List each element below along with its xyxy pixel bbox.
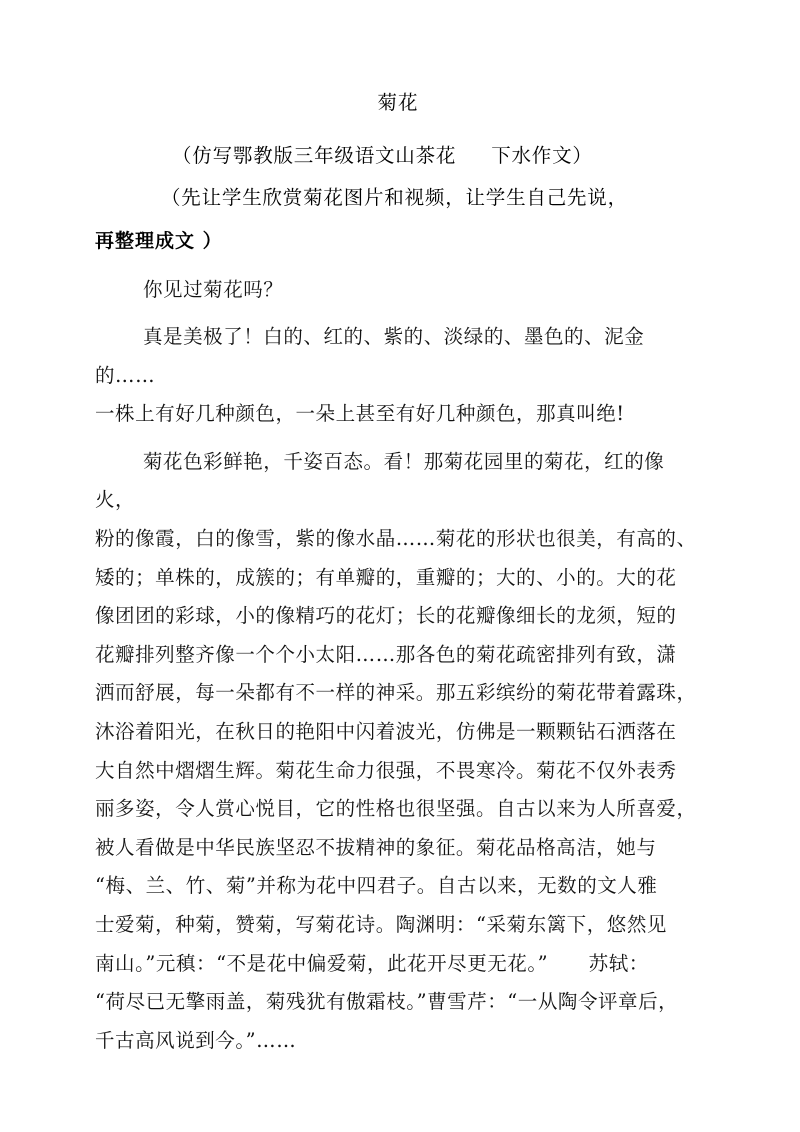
paragraph-line: 沐浴着阳光，在秋日的艳阳中闪着波光，仿佛是一颗颗钻石洒落在 — [95, 720, 677, 744]
subtitle-line-note: （先让学生欣赏菊花图片和视频，让学生自己先说， — [161, 185, 628, 209]
paragraph-spacer — [95, 309, 701, 318]
paragraph-question — [95, 271, 701, 310]
paragraph-line: “梅、兰、竹、菊”并称为花中四君子。自古以来，无数的文人雅 — [95, 874, 658, 898]
paragraph-line: 你见过菊花吗？ — [143, 277, 284, 301]
paragraph-line: 大自然中熠熠生辉。菊花生命力很强，不畏寒冷。菊花不仅外表秀 — [95, 758, 677, 782]
paragraph-colors — [95, 318, 701, 434]
paragraph-line: “荷尽已无擎雨盖，菊残犹有傲霜枝。”曹雪芹：“一从陶令评章后， — [95, 990, 679, 1014]
document-content — [95, 84, 701, 1060]
paragraph-line: 丽多姿，令人赏心悦目，它的性格也很坚强。自古以来为人所喜爱， — [95, 797, 697, 821]
paragraph-main — [95, 443, 701, 1061]
paragraph-line: 矮的；单株的，成簇的；有单瓣的，重瓣的；大的、小的。大的花 — [95, 565, 677, 589]
paragraph-spacer — [95, 434, 701, 443]
paragraph-line: 千古高风说到今。”…… — [95, 1028, 297, 1052]
paragraph-line: 像团团的彩球，小的像精巧的花灯；长的花瓣像细长的龙须，短的 — [95, 604, 677, 628]
document-body — [95, 271, 701, 1061]
paragraph-line: 菊花色彩鲜艳，千姿百态。看！那菊花园里的菊花，红的像火， — [95, 449, 665, 512]
paragraph-line: 士爱菊，种菊，赞菊，写菊花诗。陶渊明：“采菊东篱下，悠然见 — [95, 913, 667, 936]
paragraph-line: 洒而舒展，每一朵都有不一样的神采。那五彩缤纷的菊花带着露珠， — [95, 681, 697, 705]
subtitle-line-note-continued: 再整理成文 ） — [95, 229, 223, 252]
paragraph-line: 南山。”元稹：“不是花中偏爱菊，此花开尽更无花。” 苏轼： — [95, 951, 649, 975]
paragraph-line: 真是美极了！白的、红的、紫的、淡绿的、墨色的、泥金的…… — [95, 325, 645, 387]
paragraph-line: 花瓣排列整齐像一个个小太阳……那各色的菊花疏密排列有致，潇 — [95, 642, 677, 666]
paragraph-line: 粉的像霞，白的像雪，紫的像水晶……菊花的形状也很美，有高的、 — [95, 527, 697, 551]
paragraph-line: 一株上有好几种颜色，一朵上甚至有好几种颜色，那真叫绝! — [95, 402, 625, 426]
page-title: 菊花 — [377, 91, 419, 114]
paragraph-line: 被人看做是中华民族坚忍不拔精神的象征。菊花品格高洁，她与 — [95, 835, 657, 859]
subtitle-line-source: （仿写鄂教版三年级语文山茶花 下水作文） — [172, 143, 593, 167]
